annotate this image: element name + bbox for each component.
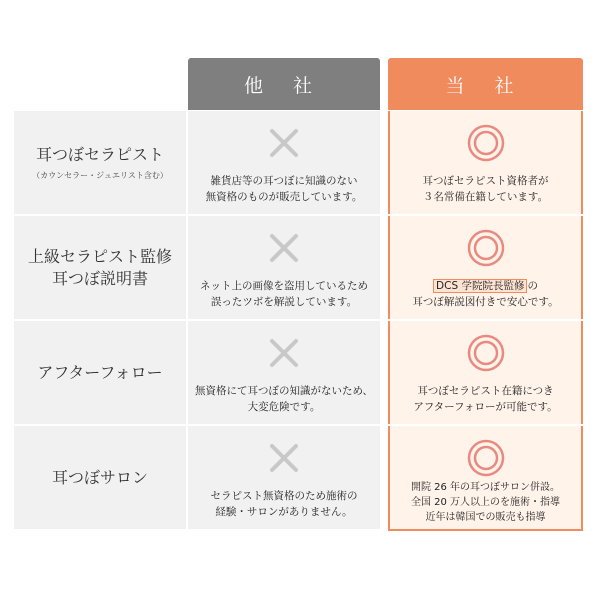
row-label: 上級セラピスト監修 [27, 246, 172, 266]
ours-cell [388, 111, 583, 214]
other-description [188, 278, 380, 310]
other-cell [188, 321, 380, 424]
table-row [14, 426, 583, 529]
ours-cell [388, 321, 583, 424]
ours-description [390, 278, 581, 310]
text-fragment: の [527, 280, 538, 292]
text-line: 全国 20 万人以上のを施術・指導 [410, 497, 561, 508]
text-line: 雑貨店等の耳つぼに知識のない [210, 175, 358, 187]
text-line: 耳つぼセラピスト資格者が [422, 175, 549, 187]
double-circle-icon [466, 438, 506, 478]
ours-description [390, 480, 581, 525]
other-cell [188, 111, 380, 214]
row-label-cell [14, 216, 186, 319]
text-line: 誤ったツボを解説しています。 [210, 296, 358, 308]
row-sublabel: （カウンセラー・ジュエリスト含む） [32, 171, 168, 180]
text-line: 近年は韓国での販売も指導 [425, 512, 546, 523]
text-line: 開院 26 年の耳つぼサロン併設。 [410, 482, 561, 493]
supervision-highlight: DCS 学院院長監修 [433, 279, 527, 293]
text-line: 経験・サロンがありません。 [215, 506, 353, 518]
cross-icon [264, 123, 304, 163]
header-other-label: 他 社 [243, 74, 325, 97]
row-label-cell [14, 426, 186, 529]
text-line: ネット上の画像を盗用しているため [200, 280, 368, 292]
text-line: 無資格にて耳つぼの知識がないため、 [194, 385, 374, 397]
double-circle-icon [466, 228, 506, 268]
ours-description [390, 173, 581, 205]
other-description [188, 488, 380, 520]
text-line: 耳つぼ解説図付きで安心です。 [412, 296, 559, 308]
header-ours-label: 当 社 [445, 74, 526, 97]
other-cell [188, 216, 380, 319]
row-label: 耳つぼサロン [51, 467, 148, 487]
cross-icon [264, 438, 304, 478]
table-row [14, 321, 583, 424]
row-label: 耳つぼセラピスト [35, 145, 164, 164]
ours-description [390, 383, 581, 415]
row-label-cell [14, 111, 186, 214]
text-line: 無資格のものが販売しています。 [205, 191, 363, 203]
header-other-companies [188, 58, 380, 110]
text-line: 耳つぼセラピスト在籍につき [417, 385, 554, 397]
double-circle-icon [466, 123, 506, 163]
row-label: アフターフォロー [37, 362, 163, 382]
text-line: ３名常備在籍しています。 [422, 191, 549, 203]
text-line: アフターフォローが可能です。 [413, 401, 558, 413]
double-circle-icon [466, 333, 506, 373]
other-description [188, 383, 380, 415]
other-description [188, 173, 380, 205]
ours-cell [388, 426, 583, 529]
text-line: セラピスト無資格のため施術の [210, 490, 358, 502]
cross-icon [264, 333, 304, 373]
table-row [14, 111, 583, 214]
ours-cell [388, 216, 583, 319]
text-line: 大変危険です。 [247, 401, 321, 413]
cross-icon [264, 228, 304, 268]
text-line [390, 278, 581, 294]
row-label: 耳つぼ説明書 [51, 268, 148, 288]
other-cell [188, 426, 380, 529]
row-label-cell [14, 321, 186, 424]
header-our-company [388, 58, 583, 110]
table-row [14, 216, 583, 319]
ours-column-bottom-border [388, 529, 583, 531]
